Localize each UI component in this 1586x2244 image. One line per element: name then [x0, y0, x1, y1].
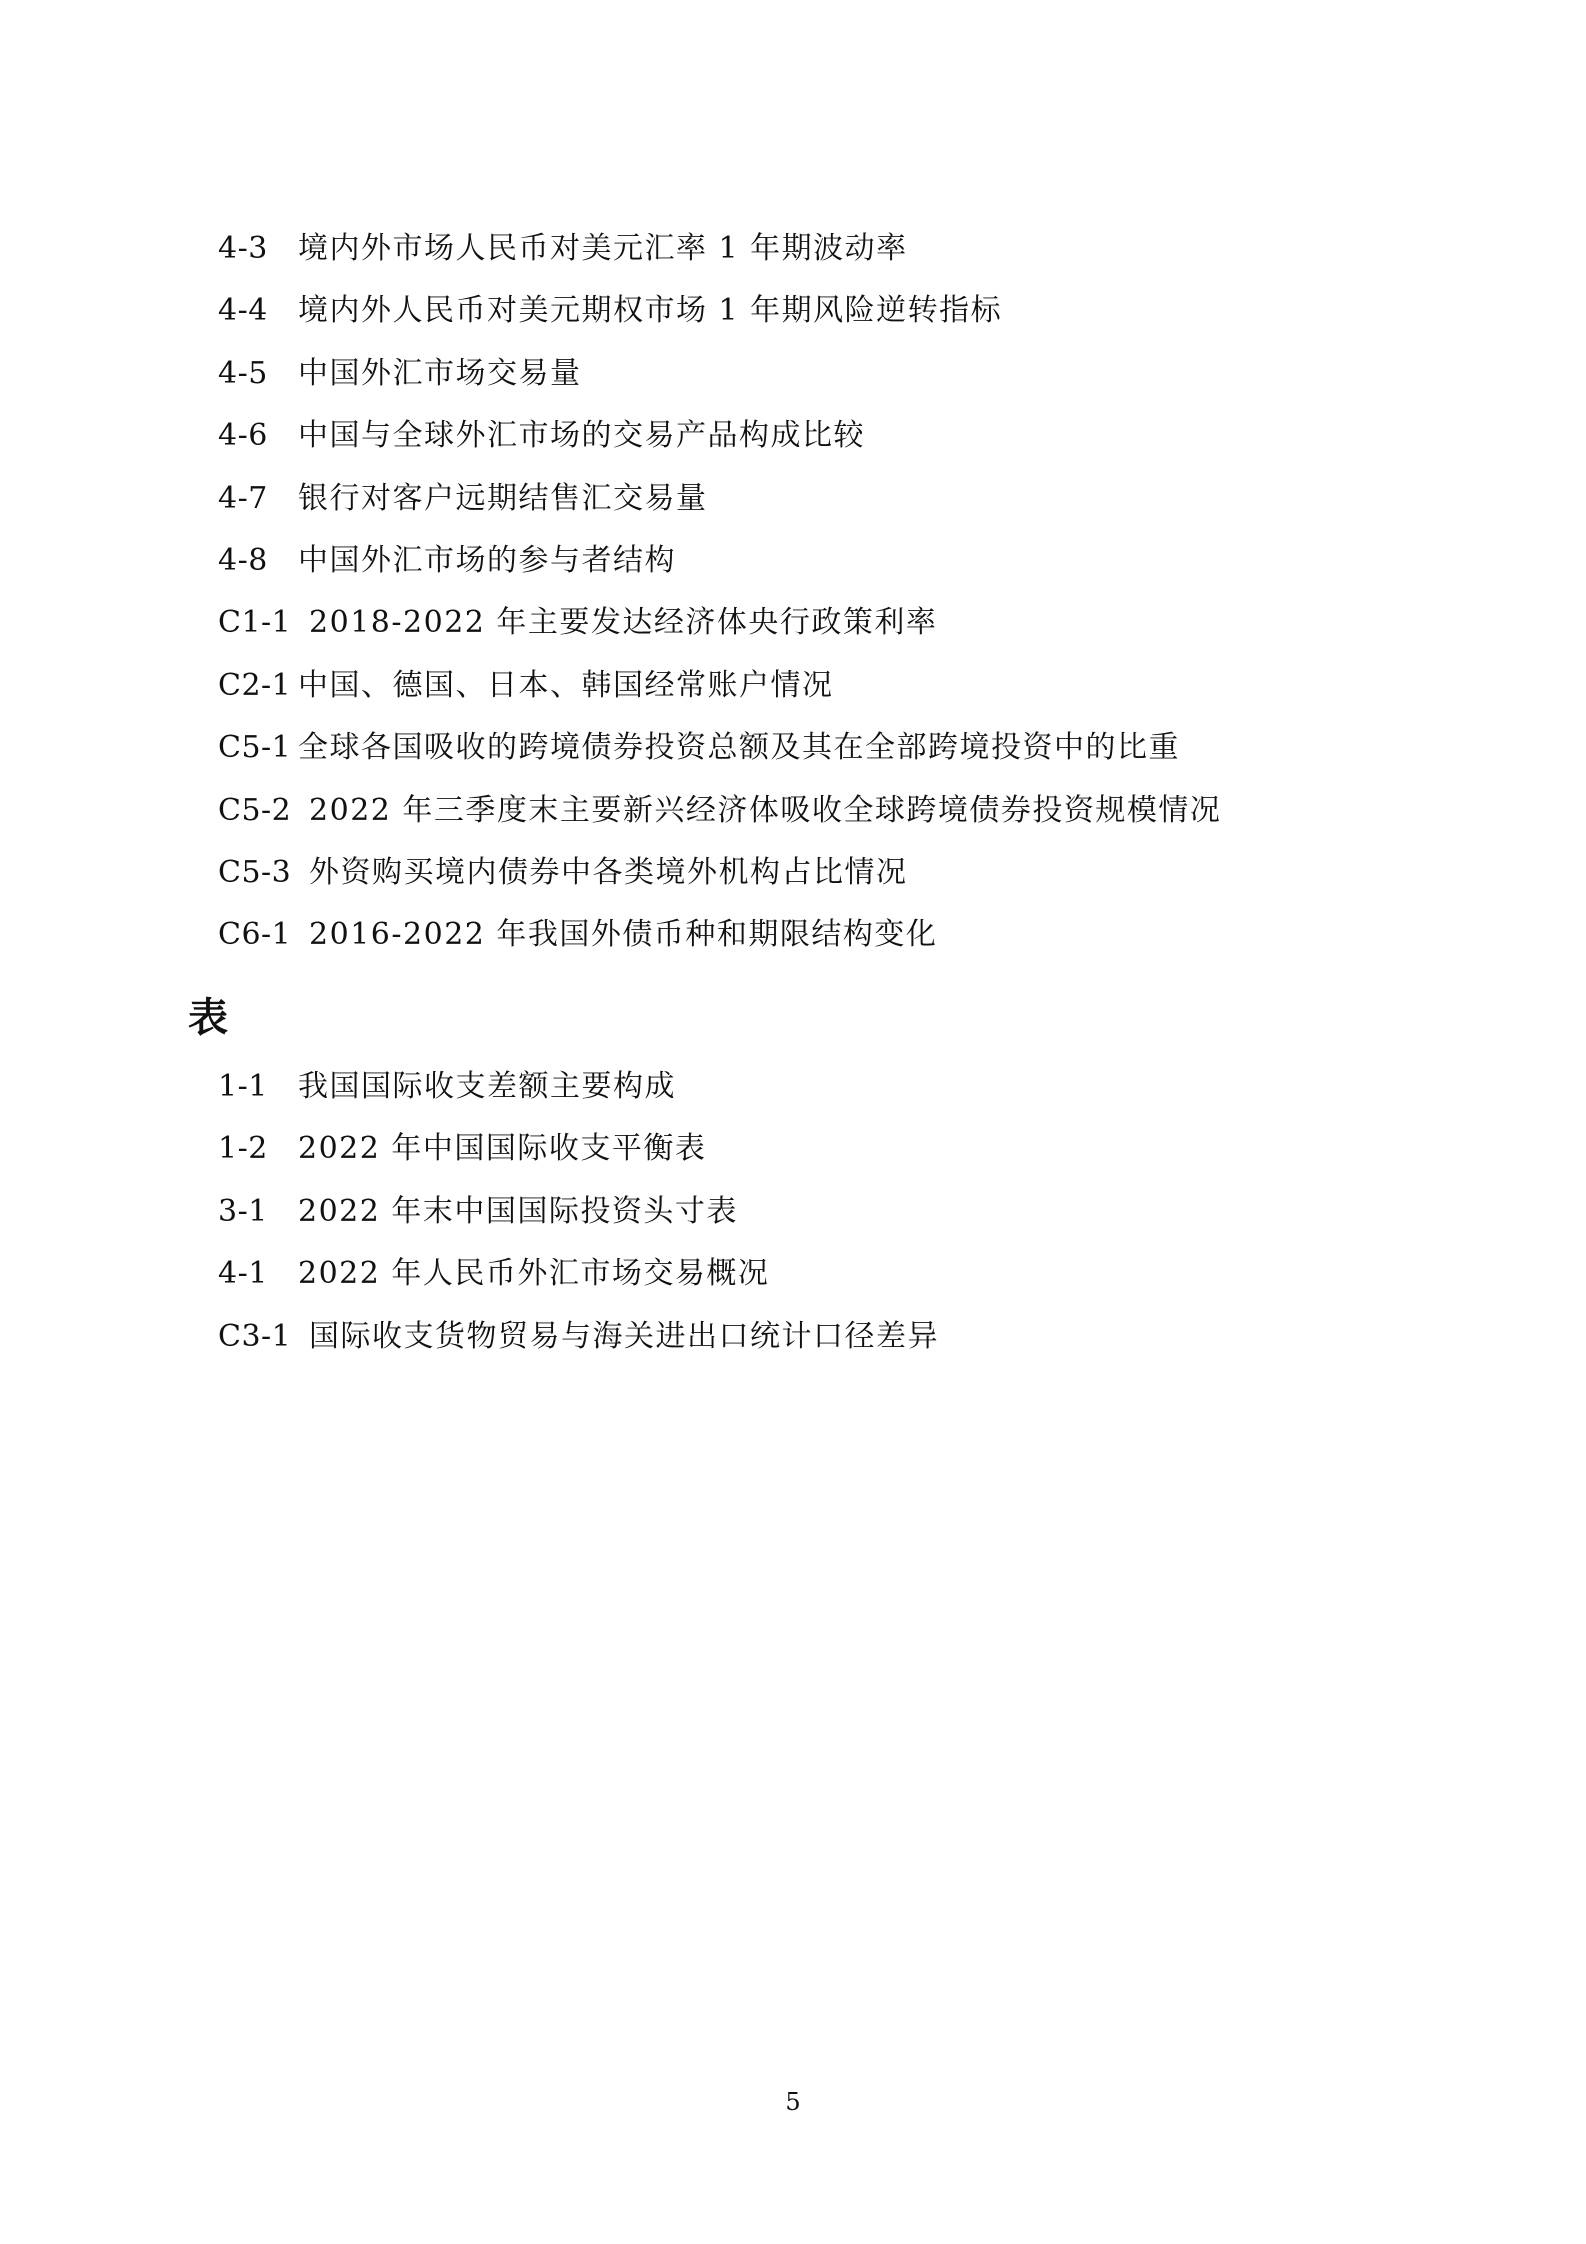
- figure-title: 2018-2022 年主要发达经济体央行政策利率: [298, 605, 938, 641]
- table-number: 1-2: [218, 1131, 268, 1167]
- table-title: 我国国际收支差额主要构成: [298, 1069, 676, 1104]
- list-item: [218, 1306, 1418, 1368]
- figure-list: [218, 218, 1418, 967]
- figure-title: 2016-2022 年我国外债币种和期限结构变化: [298, 917, 938, 953]
- figure-title: 境内外人民币对美元期权市场 1 年期风险逆转指标: [298, 293, 1003, 329]
- list-item: [218, 780, 1418, 842]
- figure-number: 4-4: [218, 293, 268, 329]
- list-item: [218, 468, 1418, 530]
- figure-number: C1-1: [218, 605, 292, 641]
- list-item: [218, 904, 1418, 966]
- list-item: [218, 717, 1418, 779]
- list-item: [218, 592, 1418, 654]
- table-title: 2022 年人民币外汇市场交易概况: [298, 1256, 770, 1292]
- list-item: [218, 1056, 1418, 1118]
- figure-title: 中国外汇市场交易量: [298, 355, 582, 391]
- tables-section-heading: 表: [188, 995, 228, 1041]
- list-item: [218, 1243, 1418, 1305]
- page-number: 5: [785, 2088, 801, 2116]
- table-number: 3-1: [218, 1193, 268, 1229]
- figure-title: 中国、德国、日本、韩国经常账户情况: [298, 667, 834, 703]
- list-item: [218, 842, 1418, 904]
- figure-title: 银行对客户远期结售汇交易量: [298, 480, 708, 516]
- figure-number: 4-6: [218, 418, 268, 454]
- table-title: 2022 年末中国国际投资头寸表: [298, 1193, 738, 1229]
- figure-title: 境内外市场人民币对美元汇率 1 年期波动率: [298, 231, 908, 266]
- figure-number: 4-3: [218, 231, 268, 266]
- list-item: [218, 405, 1418, 467]
- list-item: [218, 280, 1418, 342]
- figure-number: C5-2: [218, 792, 292, 828]
- table-list: [218, 1056, 1418, 1368]
- figure-number: C6-1: [218, 917, 292, 953]
- figure-title: 中国与全球外汇市场的交易产品构成比较: [298, 418, 865, 454]
- figure-title: 中国外汇市场的参与者结构: [298, 542, 676, 578]
- table-number: 4-1: [218, 1256, 268, 1292]
- table-number: C3-1: [218, 1318, 292, 1354]
- figure-number: 4-8: [218, 542, 268, 578]
- list-item: [218, 218, 1418, 280]
- list-item: [218, 1181, 1418, 1243]
- list-item: [218, 343, 1418, 405]
- table-title: 2022 年中国国际收支平衡表: [298, 1131, 707, 1167]
- figure-number: C2-1: [218, 667, 292, 703]
- table-number: 1-1: [218, 1069, 268, 1104]
- figure-number: C5-3: [218, 854, 292, 890]
- list-item: [218, 655, 1418, 717]
- figure-number: C5-1: [218, 730, 292, 766]
- figure-number: 4-7: [218, 480, 268, 516]
- figure-title: 2022 年三季度末主要新兴经济体吸收全球跨境债券投资规模情况: [298, 792, 1222, 828]
- table-title: 国际收支货物贸易与海关进出口统计口径差异: [298, 1318, 940, 1354]
- figure-title: 外资购买境内债券中各类境外机构占比情况: [298, 854, 908, 890]
- list-item: [218, 1118, 1418, 1180]
- list-item: [218, 530, 1418, 592]
- figure-number: 4-5: [218, 355, 268, 391]
- figure-title: 全球各国吸收的跨境债券投资总额及其在全部跨境投资中的比重: [298, 730, 1180, 766]
